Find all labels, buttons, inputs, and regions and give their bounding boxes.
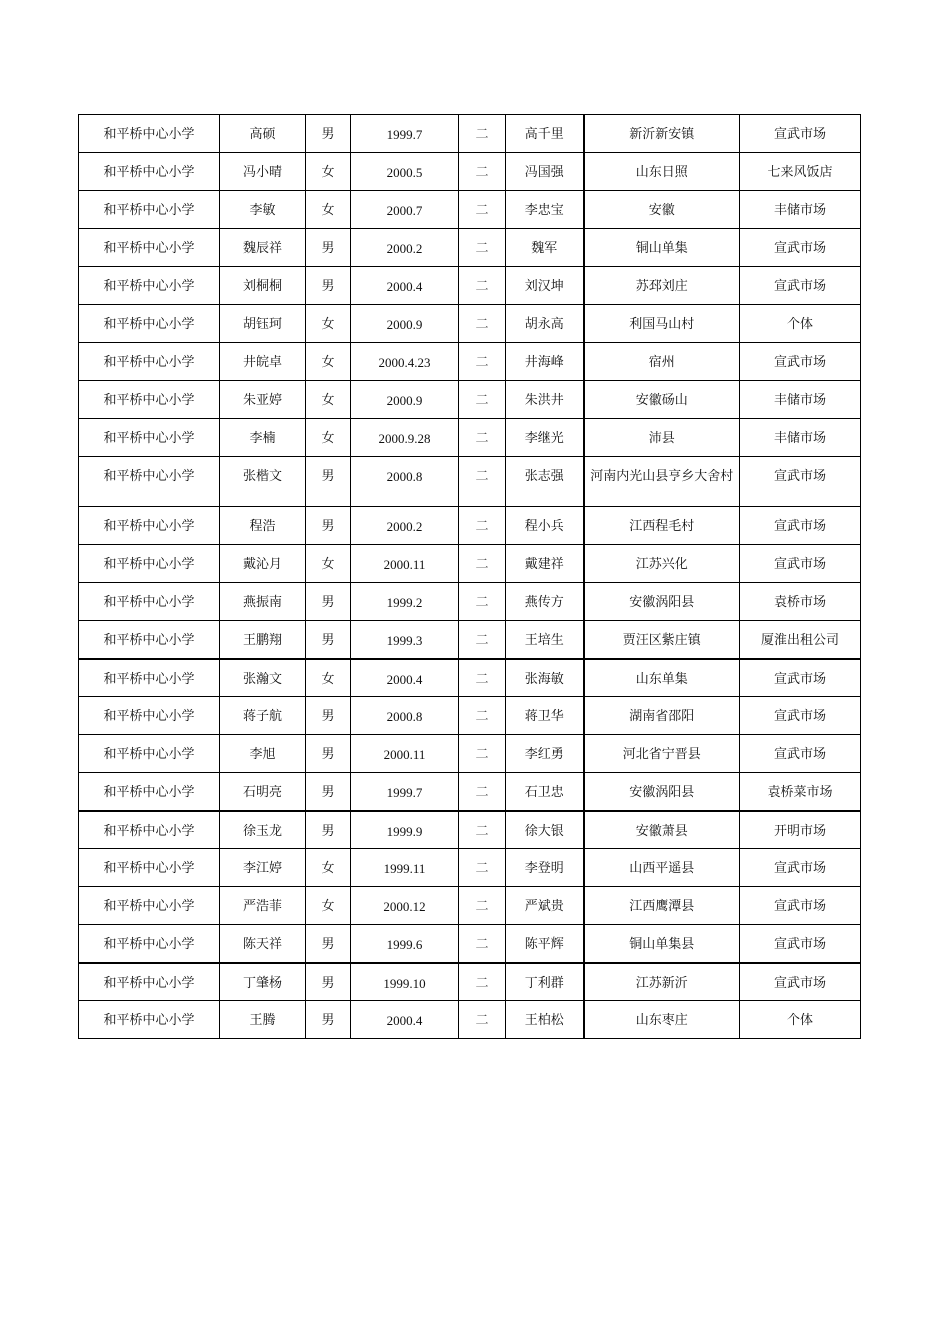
gender-cell: 女	[306, 545, 351, 583]
hometown-cell: 河南内光山县亨乡大舍村	[584, 457, 740, 507]
table-row	[79, 229, 861, 267]
student-name-cell: 徐玉龙	[220, 811, 306, 849]
workplace-cell: 厦淮出租公司	[740, 621, 861, 659]
gender-cell: 女	[306, 305, 351, 343]
gender-cell: 男	[306, 267, 351, 305]
grade-cell: 二	[459, 925, 506, 963]
school-cell: 和平桥中心小学	[79, 925, 220, 963]
hometown-cell: 铜山单集	[584, 229, 740, 267]
birth-date-cell: 2000.4	[351, 1001, 459, 1039]
grade-cell: 二	[459, 811, 506, 849]
parent-name-cell: 张志强	[506, 457, 584, 507]
workplace-cell: 七来风饭店	[740, 153, 861, 191]
table-row	[79, 735, 861, 773]
student-name-cell: 李旭	[220, 735, 306, 773]
workplace-cell: 宣武市场	[740, 115, 861, 153]
table-row	[79, 811, 861, 849]
workplace-cell: 宣武市场	[740, 887, 861, 925]
birth-date-cell: 2000.9.28	[351, 419, 459, 457]
table-row	[79, 621, 861, 659]
parent-name-cell: 魏军	[506, 229, 584, 267]
gender-cell: 女	[306, 343, 351, 381]
hometown-cell: 安徽	[584, 191, 740, 229]
gender-cell: 男	[306, 457, 351, 507]
workplace-cell: 个体	[740, 305, 861, 343]
hometown-cell: 安徽砀山	[584, 381, 740, 419]
student-name-cell: 张瀚文	[220, 659, 306, 697]
birth-date-cell: 2000.9	[351, 305, 459, 343]
grade-cell: 二	[459, 621, 506, 659]
hometown-cell: 江西鹰潭县	[584, 887, 740, 925]
parent-name-cell: 刘汉坤	[506, 267, 584, 305]
school-cell: 和平桥中心小学	[79, 621, 220, 659]
hometown-cell: 安徽萧县	[584, 811, 740, 849]
hometown-cell: 山东日照	[584, 153, 740, 191]
school-cell: 和平桥中心小学	[79, 153, 220, 191]
table-row	[79, 457, 861, 507]
birth-date-cell: 2000.2	[351, 507, 459, 545]
student-roster-sheet	[78, 114, 861, 1039]
workplace-cell: 宣武市场	[740, 735, 861, 773]
school-cell: 和平桥中心小学	[79, 545, 220, 583]
hometown-cell: 湖南省邵阳	[584, 697, 740, 735]
gender-cell: 男	[306, 1001, 351, 1039]
gender-cell: 男	[306, 925, 351, 963]
grade-cell: 二	[459, 343, 506, 381]
parent-name-cell: 高千里	[506, 115, 584, 153]
student-name-cell: 李敏	[220, 191, 306, 229]
gender-cell: 男	[306, 115, 351, 153]
gender-cell: 男	[306, 229, 351, 267]
birth-date-cell: 1999.7	[351, 115, 459, 153]
grade-cell: 二	[459, 153, 506, 191]
table-row	[79, 343, 861, 381]
workplace-cell: 宣武市场	[740, 659, 861, 697]
parent-name-cell: 冯国强	[506, 153, 584, 191]
table-row	[79, 963, 861, 1001]
table-row	[79, 191, 861, 229]
table-row	[79, 849, 861, 887]
workplace-cell: 丰储市场	[740, 191, 861, 229]
parent-name-cell: 胡永高	[506, 305, 584, 343]
birth-date-cell: 2000.4.23	[351, 343, 459, 381]
parent-name-cell: 蒋卫华	[506, 697, 584, 735]
hometown-cell: 铜山单集县	[584, 925, 740, 963]
grade-cell: 二	[459, 457, 506, 507]
gender-cell: 女	[306, 153, 351, 191]
student-name-cell: 胡钰珂	[220, 305, 306, 343]
parent-name-cell: 王培生	[506, 621, 584, 659]
parent-name-cell: 张海敏	[506, 659, 584, 697]
school-cell: 和平桥中心小学	[79, 191, 220, 229]
birth-date-cell: 2000.9	[351, 381, 459, 419]
grade-cell: 二	[459, 773, 506, 811]
parent-name-cell: 王柏松	[506, 1001, 584, 1039]
hometown-cell: 苏邳刘庄	[584, 267, 740, 305]
gender-cell: 男	[306, 621, 351, 659]
student-name-cell: 朱亚婷	[220, 381, 306, 419]
student-name-cell: 严浩菲	[220, 887, 306, 925]
student-name-cell: 石明亮	[220, 773, 306, 811]
student-name-cell: 冯小晴	[220, 153, 306, 191]
school-cell: 和平桥中心小学	[79, 849, 220, 887]
birth-date-cell: 2000.11	[351, 545, 459, 583]
school-cell: 和平桥中心小学	[79, 773, 220, 811]
gender-cell: 女	[306, 887, 351, 925]
workplace-cell: 宣武市场	[740, 545, 861, 583]
roster-body	[79, 115, 861, 1039]
school-cell: 和平桥中心小学	[79, 659, 220, 697]
gender-cell: 女	[306, 659, 351, 697]
birth-date-cell: 2000.12	[351, 887, 459, 925]
school-cell: 和平桥中心小学	[79, 963, 220, 1001]
hometown-cell: 山东枣庄	[584, 1001, 740, 1039]
hometown-cell: 河北省宁晋县	[584, 735, 740, 773]
birth-date-cell: 2000.8	[351, 457, 459, 507]
gender-cell: 女	[306, 381, 351, 419]
school-cell: 和平桥中心小学	[79, 457, 220, 507]
school-cell: 和平桥中心小学	[79, 229, 220, 267]
grade-cell: 二	[459, 381, 506, 419]
birth-date-cell: 1999.9	[351, 811, 459, 849]
grade-cell: 二	[459, 507, 506, 545]
grade-cell: 二	[459, 583, 506, 621]
hometown-cell: 山东单集	[584, 659, 740, 697]
school-cell: 和平桥中心小学	[79, 381, 220, 419]
table-row	[79, 381, 861, 419]
birth-date-cell: 1999.6	[351, 925, 459, 963]
table-row	[79, 419, 861, 457]
workplace-cell: 宣武市场	[740, 343, 861, 381]
grade-cell: 二	[459, 545, 506, 583]
grade-cell: 二	[459, 659, 506, 697]
grade-cell: 二	[459, 963, 506, 1001]
grade-cell: 二	[459, 229, 506, 267]
workplace-cell: 宣武市场	[740, 925, 861, 963]
birth-date-cell: 1999.3	[351, 621, 459, 659]
hometown-cell: 江苏兴化	[584, 545, 740, 583]
table-row	[79, 659, 861, 697]
grade-cell: 二	[459, 115, 506, 153]
parent-name-cell: 朱洪井	[506, 381, 584, 419]
workplace-cell: 袁桥市场	[740, 583, 861, 621]
hometown-cell: 江苏新沂	[584, 963, 740, 1001]
student-roster-table	[78, 114, 861, 1039]
birth-date-cell: 1999.11	[351, 849, 459, 887]
student-name-cell: 王腾	[220, 1001, 306, 1039]
grade-cell: 二	[459, 697, 506, 735]
parent-name-cell: 李继光	[506, 419, 584, 457]
birth-date-cell: 1999.7	[351, 773, 459, 811]
school-cell: 和平桥中心小学	[79, 735, 220, 773]
grade-cell: 二	[459, 305, 506, 343]
table-row	[79, 305, 861, 343]
grade-cell: 二	[459, 887, 506, 925]
workplace-cell: 丰储市场	[740, 381, 861, 419]
birth-date-cell: 2000.4	[351, 267, 459, 305]
hometown-cell: 山西平遥县	[584, 849, 740, 887]
gender-cell: 男	[306, 773, 351, 811]
gender-cell: 男	[306, 963, 351, 1001]
gender-cell: 男	[306, 811, 351, 849]
parent-name-cell: 戴建祥	[506, 545, 584, 583]
parent-name-cell: 李红勇	[506, 735, 584, 773]
birth-date-cell: 1999.10	[351, 963, 459, 1001]
parent-name-cell: 燕传方	[506, 583, 584, 621]
gender-cell: 男	[306, 697, 351, 735]
grade-cell: 二	[459, 849, 506, 887]
student-name-cell: 戴沁月	[220, 545, 306, 583]
student-name-cell: 魏辰祥	[220, 229, 306, 267]
parent-name-cell: 丁利群	[506, 963, 584, 1001]
school-cell: 和平桥中心小学	[79, 115, 220, 153]
gender-cell: 女	[306, 191, 351, 229]
gender-cell: 男	[306, 507, 351, 545]
table-row	[79, 507, 861, 545]
table-row	[79, 697, 861, 735]
hometown-cell: 新沂新安镇	[584, 115, 740, 153]
hometown-cell: 沛县	[584, 419, 740, 457]
hometown-cell: 贾汪区紫庄镇	[584, 621, 740, 659]
school-cell: 和平桥中心小学	[79, 811, 220, 849]
parent-name-cell: 程小兵	[506, 507, 584, 545]
school-cell: 和平桥中心小学	[79, 419, 220, 457]
hometown-cell: 利国马山村	[584, 305, 740, 343]
birth-date-cell: 2000.11	[351, 735, 459, 773]
student-name-cell: 王鹏翔	[220, 621, 306, 659]
parent-name-cell: 徐大银	[506, 811, 584, 849]
workplace-cell: 袁桥菜市场	[740, 773, 861, 811]
school-cell: 和平桥中心小学	[79, 887, 220, 925]
parent-name-cell: 陈平辉	[506, 925, 584, 963]
birth-date-cell: 2000.7	[351, 191, 459, 229]
parent-name-cell: 石卫忠	[506, 773, 584, 811]
student-name-cell: 丁肇杨	[220, 963, 306, 1001]
student-name-cell: 陈天祥	[220, 925, 306, 963]
birth-date-cell: 2000.5	[351, 153, 459, 191]
grade-cell: 二	[459, 267, 506, 305]
student-name-cell: 高硕	[220, 115, 306, 153]
table-row	[79, 1001, 861, 1039]
parent-name-cell: 严斌贵	[506, 887, 584, 925]
hometown-cell: 安徽涡阳县	[584, 583, 740, 621]
table-row	[79, 583, 861, 621]
workplace-cell: 宣武市场	[740, 507, 861, 545]
table-row	[79, 773, 861, 811]
student-name-cell: 张楷文	[220, 457, 306, 507]
grade-cell: 二	[459, 735, 506, 773]
school-cell: 和平桥中心小学	[79, 507, 220, 545]
workplace-cell: 宣武市场	[740, 963, 861, 1001]
school-cell: 和平桥中心小学	[79, 583, 220, 621]
student-name-cell: 李江婷	[220, 849, 306, 887]
workplace-cell: 个体	[740, 1001, 861, 1039]
workplace-cell: 宣武市场	[740, 697, 861, 735]
table-row	[79, 887, 861, 925]
student-name-cell: 井皖卓	[220, 343, 306, 381]
student-name-cell: 程浩	[220, 507, 306, 545]
parent-name-cell: 李忠宝	[506, 191, 584, 229]
student-name-cell: 燕振南	[220, 583, 306, 621]
gender-cell: 女	[306, 849, 351, 887]
school-cell: 和平桥中心小学	[79, 305, 220, 343]
parent-name-cell: 李登明	[506, 849, 584, 887]
workplace-cell: 宣武市场	[740, 849, 861, 887]
gender-cell: 男	[306, 735, 351, 773]
parent-name-cell: 井海峰	[506, 343, 584, 381]
birth-date-cell: 2000.2	[351, 229, 459, 267]
workplace-cell: 开明市场	[740, 811, 861, 849]
grade-cell: 二	[459, 419, 506, 457]
gender-cell: 女	[306, 419, 351, 457]
birth-date-cell: 1999.2	[351, 583, 459, 621]
hometown-cell: 安徽涡阳县	[584, 773, 740, 811]
gender-cell: 男	[306, 583, 351, 621]
school-cell: 和平桥中心小学	[79, 267, 220, 305]
school-cell: 和平桥中心小学	[79, 697, 220, 735]
workplace-cell: 宣武市场	[740, 457, 861, 507]
workplace-cell: 宣武市场	[740, 267, 861, 305]
table-row	[79, 925, 861, 963]
birth-date-cell: 2000.8	[351, 697, 459, 735]
table-row	[79, 545, 861, 583]
table-row	[79, 153, 861, 191]
school-cell: 和平桥中心小学	[79, 1001, 220, 1039]
student-name-cell: 蒋子航	[220, 697, 306, 735]
birth-date-cell: 2000.4	[351, 659, 459, 697]
student-name-cell: 李楠	[220, 419, 306, 457]
table-row	[79, 115, 861, 153]
student-name-cell: 刘桐桐	[220, 267, 306, 305]
grade-cell: 二	[459, 1001, 506, 1039]
grade-cell: 二	[459, 191, 506, 229]
workplace-cell: 宣武市场	[740, 229, 861, 267]
table-row	[79, 267, 861, 305]
workplace-cell: 丰储市场	[740, 419, 861, 457]
school-cell: 和平桥中心小学	[79, 343, 220, 381]
hometown-cell: 宿州	[584, 343, 740, 381]
hometown-cell: 江西程毛村	[584, 507, 740, 545]
